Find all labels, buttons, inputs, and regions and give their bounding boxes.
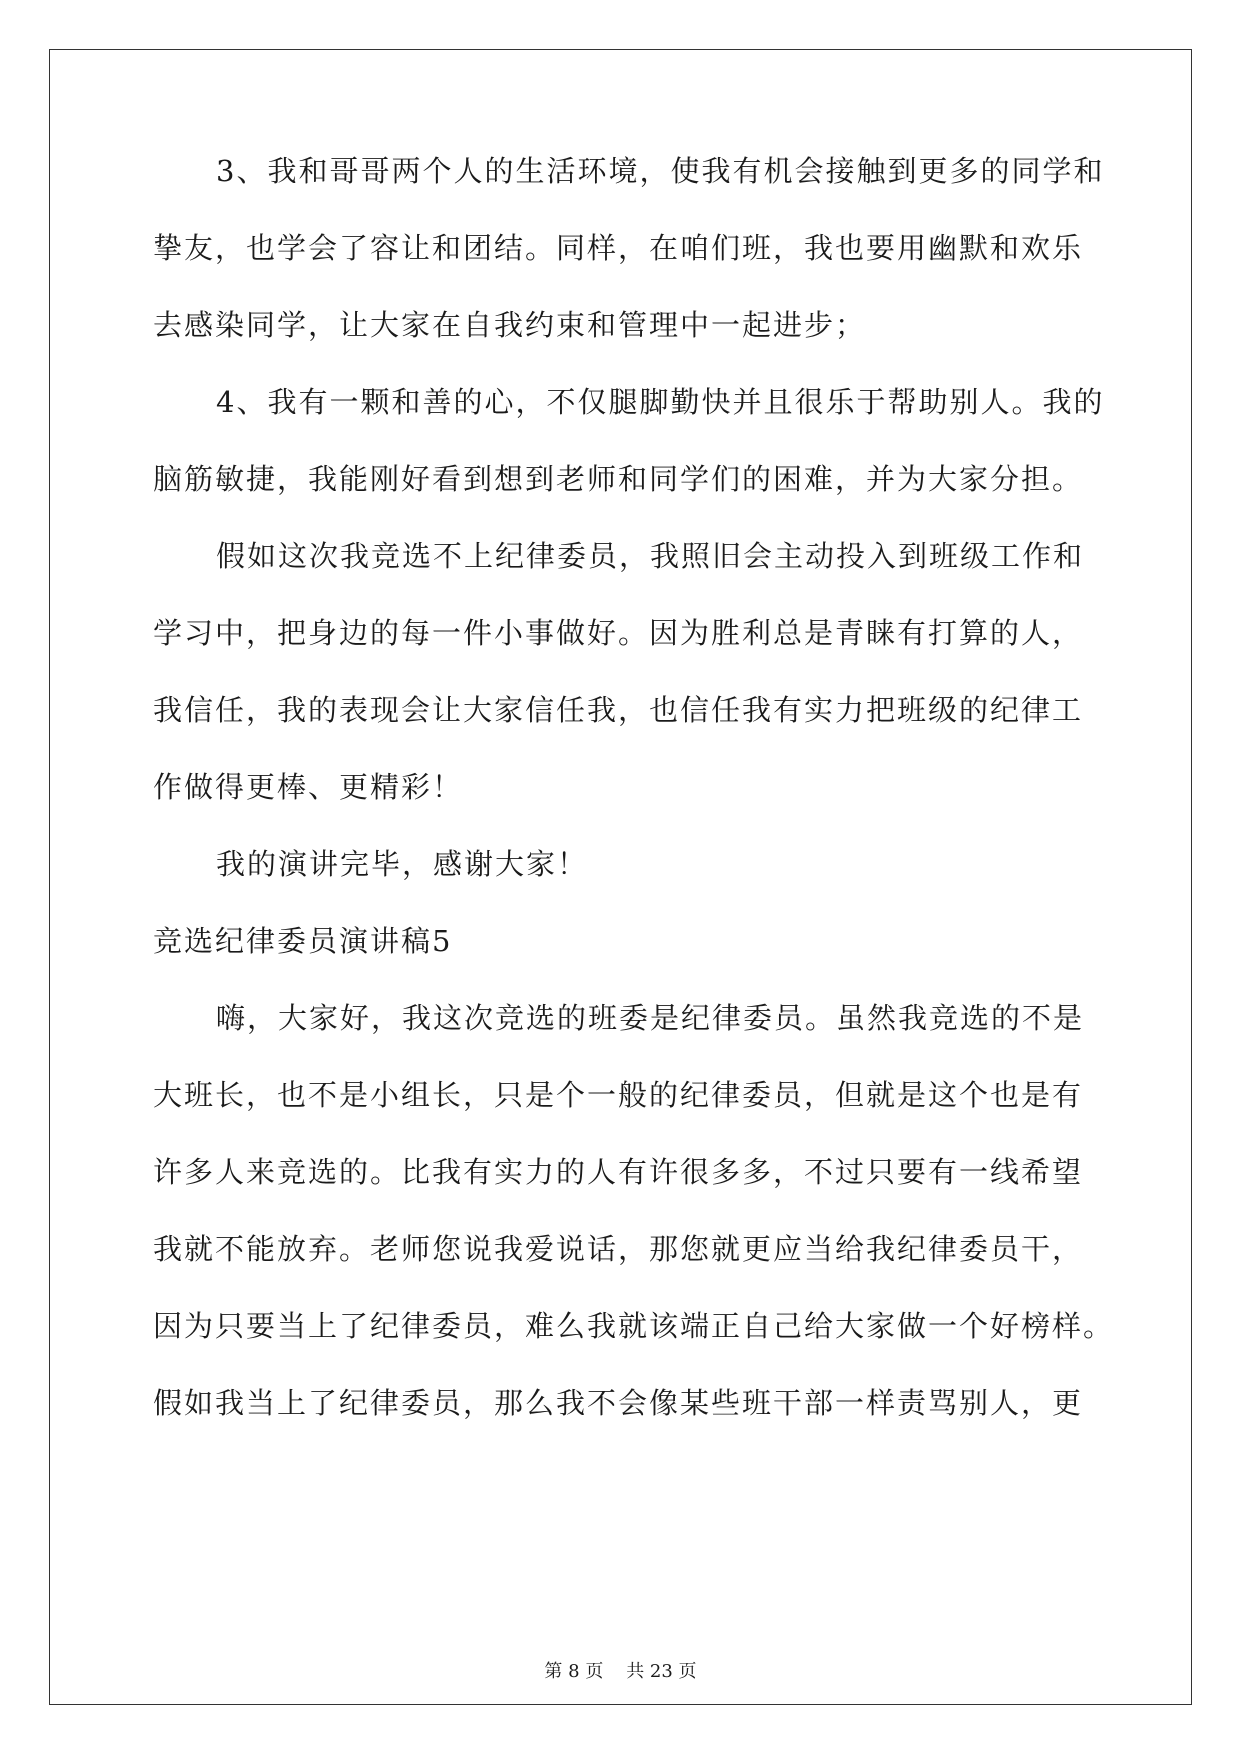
paragraph-line: 假如这次我竞选不上纪律委员，我照旧会主动投入到班级工作和 <box>216 539 1085 573</box>
paragraph-line: 学习中，把身边的每一件小事做好。因为胜利总是青睐有打算的人， <box>153 616 1084 650</box>
paragraph-line: 作做得更棒、更精彩！ <box>153 770 464 804</box>
paragraph-line: 挚友，也学会了容让和团结。同样，在咱们班，我也要用幽默和欢乐 <box>153 231 1084 265</box>
paragraph-line: 脑筋敏捷，我能刚好看到想到老师和同学们的困难，并为大家分担。 <box>153 462 1084 496</box>
paragraph-line: 我就不能放弃。老师您说我爱说话，那您就更应当给我纪律委员干， <box>153 1232 1084 1266</box>
paragraph-line: 3、我和哥哥两个人的生活环境，使我有机会接触到更多的同学和 <box>216 154 1105 188</box>
paragraph-line: 因为只要当上了纪律委员，难么我就该端正自己给大家做一个好榜样。 <box>153 1309 1115 1343</box>
paragraph-line: 嗨，大家好，我这次竞选的班委是纪律委员。虽然我竞选的不是 <box>216 1001 1085 1035</box>
page-number: 第 8 页 共 23 页 <box>544 1661 697 1682</box>
paragraph-line: 假如我当上了纪律委员，那么我不会像某些班干部一样责骂别人，更 <box>153 1386 1084 1420</box>
paragraph-line: 4、我有一颗和善的心，不仅腿脚勤快并且很乐于帮助别人。我的 <box>216 385 1105 419</box>
paragraph-line: 我信任，我的表现会让大家信任我，也信任我有实力把班级的纪律工 <box>153 693 1084 727</box>
paragraph-line: 去感染同学，让大家在自我约束和管理中一起进步； <box>153 308 867 342</box>
paragraph-line: 大班长，也不是小组长，只是个一般的纪律委员，但就是这个也是有 <box>153 1078 1084 1112</box>
paragraph-line: 我的演讲完毕，感谢大家！ <box>216 847 589 881</box>
section-heading: 竞选纪律委员演讲稿5 <box>153 924 453 958</box>
paragraph-line: 许多人来竞选的。比我有实力的人有许很多多，不过只要有一线希望 <box>153 1155 1084 1189</box>
